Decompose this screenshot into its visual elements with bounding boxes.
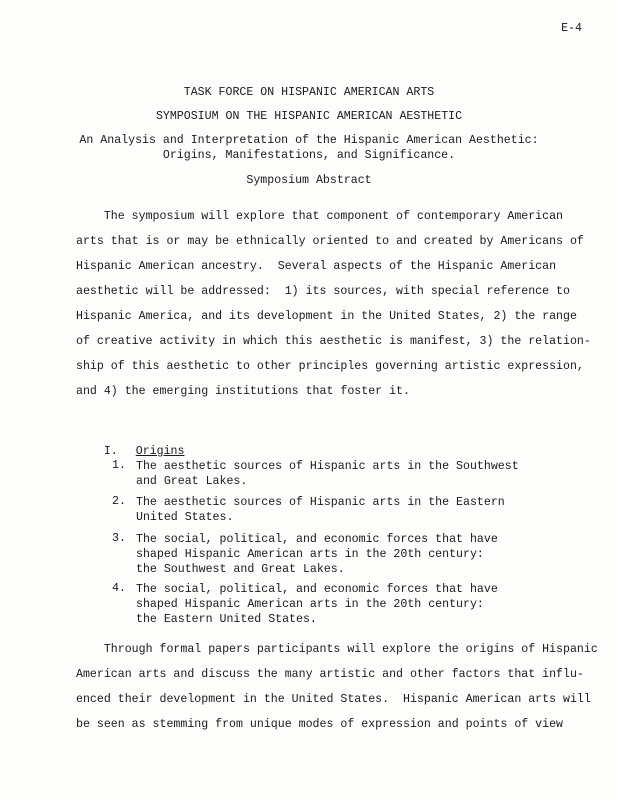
list-item-text: The social, political, and economic forces that have shaped Hispanic American arts in the 20th century: the Eastern United States. [136,583,498,626]
paragraph2-line: American arts and discuss the many artistic and other factors that influ- [76,668,584,681]
section-number: I. [103,445,118,458]
abstract-title: Symposium Abstract [246,174,372,187]
paragraph2-line: be seen as stemming from unique modes of expression and points of view [76,718,564,731]
paragraph2-line: enced their development in the United States. Hispanic American arts will [76,693,591,706]
paragraph1-line: of creative activity in which this aesthetic is manifest, 3) the relation- [76,335,591,348]
paragraph1-line: arts that is or may be ethnically oriented to and created by Americans of [76,235,584,248]
subtitle-line-2: Origins, Manifestations, and Significance. [162,149,456,162]
list-item-text: The aesthetic sources of Hispanic arts in the Southwest and Great Lakes. [136,460,519,488]
paragraph2-line: Through formal papers participants will explore the origins of Hispanic [76,643,598,656]
paragraph1-line: Hispanic American ancestry. Several aspects of the Hispanic American [76,260,557,273]
page-number: E-4 [561,22,582,35]
list-item-text: The aesthetic sources of Hispanic arts in the Eastern United States. [136,496,505,524]
list-item-number: 3. [112,532,126,545]
paragraph1-line: The symposium will explore that component of contemporary American [76,210,564,223]
list-item-text: The social, political, and economic forces that have shaped Hispanic American arts in the 20th century: the Southwest and Great Lakes. [136,533,498,576]
section-title: Origins [135,445,185,458]
task-force-title: TASK FORCE ON HISPANIC AMERICAN ARTS [183,86,435,99]
paragraph1-line: and 4) the emerging institutions that foster it. [76,385,410,398]
list-item-number: 4. [112,582,126,595]
paragraph1-line: ship of this aesthetic to other principles governing artistic expression, [76,360,584,373]
symposium-title: SYMPOSIUM ON THE HISPANIC AMERICAN AESTHETIC [155,110,463,123]
paragraph1-line: Hispanic America, and its development in the United States, 2) the range [76,310,577,323]
list-item-number: 1. [112,459,126,472]
subtitle-line-1: An Analysis and Interpretation of the Hispanic American Aesthetic: [79,134,539,147]
paragraph1-line: aesthetic will be addressed: 1) its sources, with special reference to [76,285,570,298]
list-item-number: 2. [112,495,126,508]
